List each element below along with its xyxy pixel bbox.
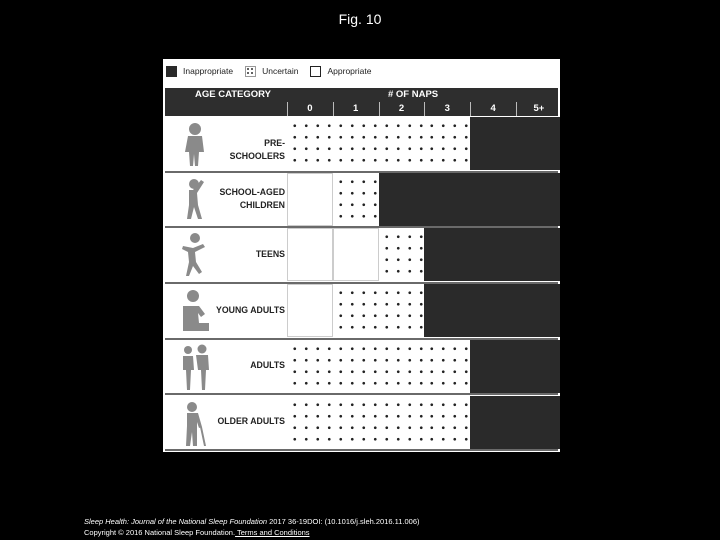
cell-inappropriate: [470, 173, 516, 226]
cell-uncertain: [333, 396, 379, 449]
cell-uncertain: [379, 284, 425, 337]
chart-row: [165, 283, 558, 338]
cell-inappropriate: [516, 284, 560, 337]
row-label-line: YOUNG ADULTS: [216, 304, 285, 316]
cell-inappropriate: [379, 173, 425, 226]
column-separator: [379, 102, 380, 116]
figure-caption: [84, 516, 420, 538]
chart-row: [165, 227, 558, 282]
row-label: [210, 248, 285, 261]
row-label-line: OLDER ADULTS: [217, 416, 285, 427]
column-separator: [470, 102, 471, 116]
legend: [163, 63, 380, 79]
chart-row: [165, 172, 558, 227]
chart-row: [165, 116, 558, 171]
legend-label: Appropriate: [327, 66, 372, 76]
uncertain-swatch: [245, 66, 256, 77]
column-separator: [287, 102, 288, 116]
row-label: [210, 415, 285, 428]
cell-uncertain: [287, 117, 333, 170]
cell-appropriate: [287, 284, 333, 337]
cell-uncertain: [333, 284, 379, 337]
row-separator: [165, 449, 558, 451]
chart-row: [165, 395, 558, 450]
appropriate-swatch: [310, 66, 321, 77]
cell-inappropriate: [470, 340, 516, 393]
column-label-1: 1: [353, 103, 359, 114]
column-separator: [516, 102, 517, 116]
legend-label: Inappropriate: [183, 66, 234, 76]
cell-appropriate: [333, 228, 379, 281]
legend-uncertain: [245, 66, 298, 77]
row-label-line: TEENS: [255, 248, 285, 260]
cell-uncertain: [424, 396, 470, 449]
cell-inappropriate: [516, 173, 560, 226]
legend-appropriate: [310, 66, 371, 77]
cell-inappropriate: [470, 396, 516, 449]
legend-label: Uncertain: [262, 66, 299, 76]
terms-link[interactable]: Terms and Conditions: [235, 528, 310, 537]
cell-uncertain: [333, 173, 379, 226]
cell-uncertain: [333, 117, 379, 170]
cell-appropriate: [287, 228, 333, 281]
cell-uncertain: [424, 117, 470, 170]
cell-uncertain: [424, 340, 470, 393]
legend-inappropriate: [166, 66, 233, 77]
row-label: [210, 359, 285, 372]
cell-inappropriate: [470, 117, 516, 170]
column-label-2: 2: [398, 103, 405, 114]
cell-uncertain: [379, 228, 425, 281]
figure-title: Fig. 10: [338, 11, 382, 27]
row-label-line: CHILDREN: [239, 199, 285, 211]
cell-inappropriate: [516, 117, 560, 170]
cell-inappropriate: [516, 396, 560, 449]
adults-couple-silhouette-icon: [179, 342, 211, 392]
column-label-0: 0: [307, 103, 313, 114]
column-separator: [333, 102, 334, 116]
column-label-4: 4: [490, 103, 496, 114]
young-adult-sitting-silhouette-icon: [179, 286, 211, 336]
cell-appropriate: [287, 173, 333, 226]
cell-uncertain: [379, 340, 425, 393]
copyright: Copyright © 2016 National Sleep Foundation.: [84, 528, 236, 537]
citation: 2017 36-19DOI: (10.1016/j.sleh.2016.11.006): [267, 517, 420, 526]
cell-uncertain: [287, 396, 333, 449]
chart-row: [165, 339, 558, 394]
row-label: [210, 186, 285, 212]
cell-inappropriate: [424, 173, 470, 226]
cell-inappropriate: [424, 228, 470, 281]
older-adult-cane-silhouette-icon: [179, 398, 211, 448]
cell-inappropriate: [470, 228, 516, 281]
header-bar: [165, 88, 558, 102]
cell-uncertain: [379, 396, 425, 449]
row-label-line: ADULTS: [250, 360, 285, 372]
column-label-3: 3: [444, 103, 450, 114]
row-label: [210, 304, 285, 317]
cell-inappropriate: [424, 284, 470, 337]
cell-uncertain: [287, 340, 333, 393]
teen-dancing-silhouette-icon: [179, 230, 211, 280]
column-separator: [424, 102, 425, 116]
column-labels: [165, 102, 558, 116]
nap-chart: [163, 59, 560, 452]
column-header: # OF NAPS: [388, 89, 439, 100]
row-header: AGE CATEGORY: [195, 89, 272, 100]
cell-uncertain: [333, 340, 379, 393]
journal-name: Sleep Health: Journal of the National Sleep Foundation: [84, 517, 268, 526]
preschooler-silhouette-icon: [179, 119, 211, 169]
row-label-line: SCHOOL-AGED: [219, 186, 285, 198]
cell-inappropriate: [516, 340, 560, 393]
cell-uncertain: [379, 117, 425, 170]
cell-inappropriate: [516, 228, 560, 281]
column-label-5: 5+: [533, 103, 545, 114]
child-jumping-silhouette-icon: [179, 175, 211, 225]
row-label: [210, 137, 285, 163]
inappropriate-swatch: [166, 66, 177, 77]
cell-inappropriate: [470, 284, 516, 337]
row-label-line: PRE-SCHOOLERS: [229, 137, 285, 162]
